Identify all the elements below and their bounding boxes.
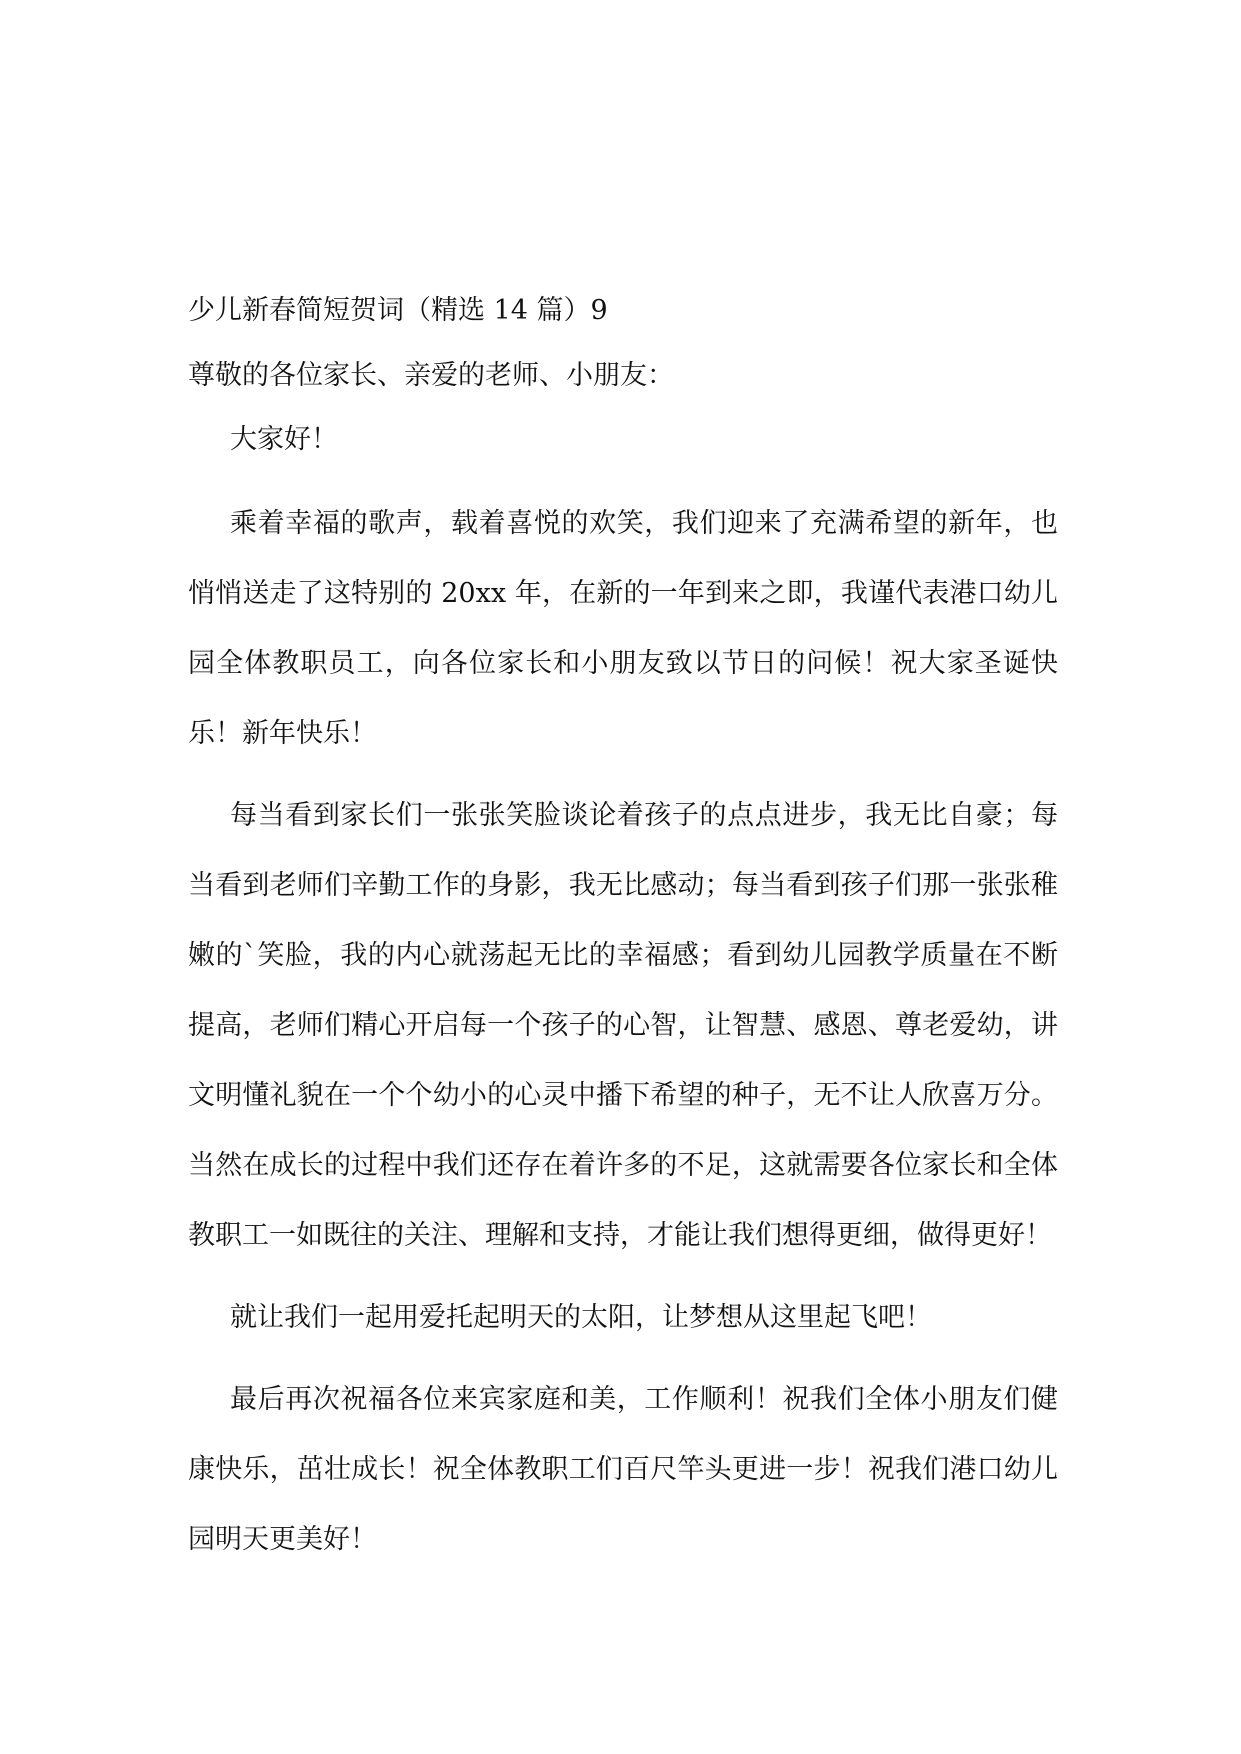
document-body [188, 290, 1058, 1575]
salutation: 尊敬的各位家长、亲爱的老师、小朋友： [188, 360, 674, 391]
document-title: 少儿新春简短贺词（精选 14 篇）9 [188, 295, 608, 326]
paragraph-gratitude: 每当看到家长们一张张笑脸谈论着孩子的点点进步，我无比自豪；每当看到老师们辛勤工作的身影，我无比感动；每当看到孩子们那一张张稚嫩的`笑脸，我的内心就荡起无比的幸福感；看到幼儿园教学质量在不断提高，老师们精心开启每一个孩子的心智，让智慧、感恩、尊老爱幼，讲文明懂礼貌在一个个幼小的心灵中播下希望的种子，无不让人欣喜万分。当然在成长的过程中我们还存在着许多的不足，这就需要各位家长和全体教职工一如既往的关注、理解和支持，才能让我们想得更细，做得更好！ [188, 800, 1058, 1251]
greeting: 大家好！ [230, 424, 338, 455]
paragraph-dream: 就让我们一起用爱托起明天的太阳，让梦想从这里起飞吧！ [230, 1302, 932, 1333]
paragraph-closing-wishes: 最后再次祝福各位来宾家庭和美，工作顺利！祝我们全体小朋友们健康快乐，茁壮成长！祝全体教职工们百尺竿头更进一步！祝我们港口幼儿园明天更美好！ [188, 1384, 1058, 1555]
paragraph-new-year-greeting: 乘着幸福的歌声，载着喜悦的欢笑，我们迎来了充满希望的新年，也悄悄送走了这特别的 20xx 年，在新的一年到来之即，我谨代表港口幼儿园全体教职员工，向各位家长和小朋友致以节日的问候！祝大家圣诞快乐！新年快乐！ [188, 508, 1058, 749]
